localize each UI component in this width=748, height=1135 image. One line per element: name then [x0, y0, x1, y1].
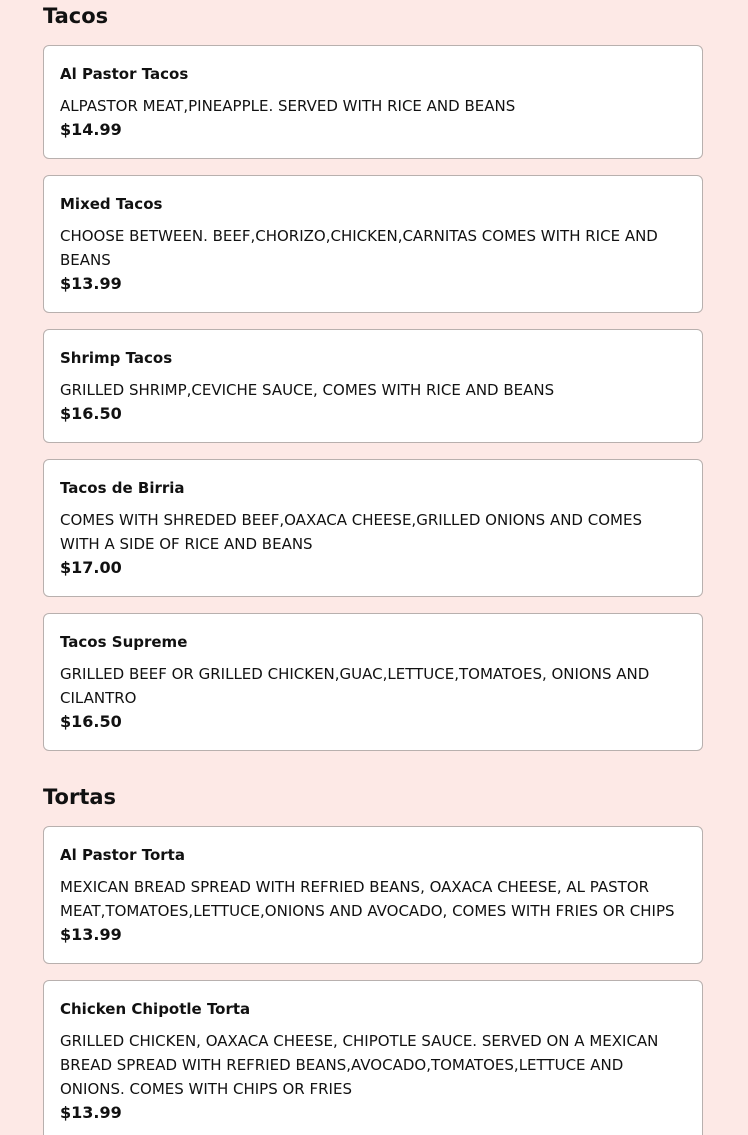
item-description: ALPASTOR MEAT,PINEAPPLE. SERVED WITH RICE AND BEANS	[60, 97, 516, 115]
item-price: $17.00	[60, 558, 122, 577]
item-description: GRILLED BEEF OR GRILLED CHICKEN,GUAC,LETTUCE,TOMATOES, ONIONS AND CILANTRO	[60, 665, 650, 707]
item-name: Chicken Chipotle Torta	[60, 1000, 251, 1018]
item-name: Tacos Supreme	[60, 633, 188, 651]
item-name: Al Pastor Tacos	[60, 65, 189, 83]
item-name: Al Pastor Torta	[60, 846, 185, 864]
item-price: $13.99	[60, 925, 122, 944]
item-price: $13.99	[60, 1103, 122, 1122]
menu-item-tacos-de-birria[interactable]	[43, 459, 703, 597]
item-description: GRILLED CHICKEN, OAXACA CHEESE, CHIPOTLE SAUCE. SERVED ON A MEXICAN BREAD SPREAD WITH REFRIED BEANS,AVOCADO,TOMATOES,LETTUCE AND ONIONS. COMES WITH CHIPS OR FRIES	[60, 1032, 659, 1098]
section-title-tacos: Tacos	[43, 4, 109, 28]
menu-item-chicken-chipotle-torta[interactable]	[43, 980, 703, 1135]
item-price: $14.99	[60, 120, 122, 139]
menu-item-shrimp-tacos[interactable]	[43, 329, 703, 443]
item-name: Mixed Tacos	[60, 195, 163, 213]
menu-item-al-pastor-torta[interactable]	[43, 826, 703, 964]
item-description: GRILLED SHRIMP,CEVICHE SAUCE, COMES WITH RICE AND BEANS	[60, 381, 555, 399]
menu-item-tacos-supreme[interactable]	[43, 613, 703, 751]
item-name: Tacos de Birria	[60, 479, 185, 497]
item-name: Shrimp Tacos	[60, 349, 173, 367]
item-description: MEXICAN BREAD SPREAD WITH REFRIED BEANS, OAXACA CHEESE, AL PASTOR MEAT,TOMATOES,LETTUCE,ONIONS AND AVOCADO, COMES WITH FRIES OR CHIPS	[60, 878, 675, 920]
menu-item-al-pastor-tacos[interactable]	[43, 45, 703, 159]
item-price: $16.50	[60, 712, 122, 731]
menu-item-mixed-tacos[interactable]	[43, 175, 703, 313]
item-description: CHOOSE BETWEEN. BEEF,CHORIZO,CHICKEN,CARNITAS COMES WITH RICE AND BEANS	[60, 227, 658, 269]
item-price: $16.50	[60, 404, 122, 423]
section-title-tortas: Tortas	[43, 785, 117, 809]
item-description: COMES WITH SHREDED BEEF,OAXACA CHEESE,GRILLED ONIONS AND COMES WITH A SIDE OF RICE AND BEANS	[60, 511, 642, 553]
item-price: $13.99	[60, 274, 122, 293]
